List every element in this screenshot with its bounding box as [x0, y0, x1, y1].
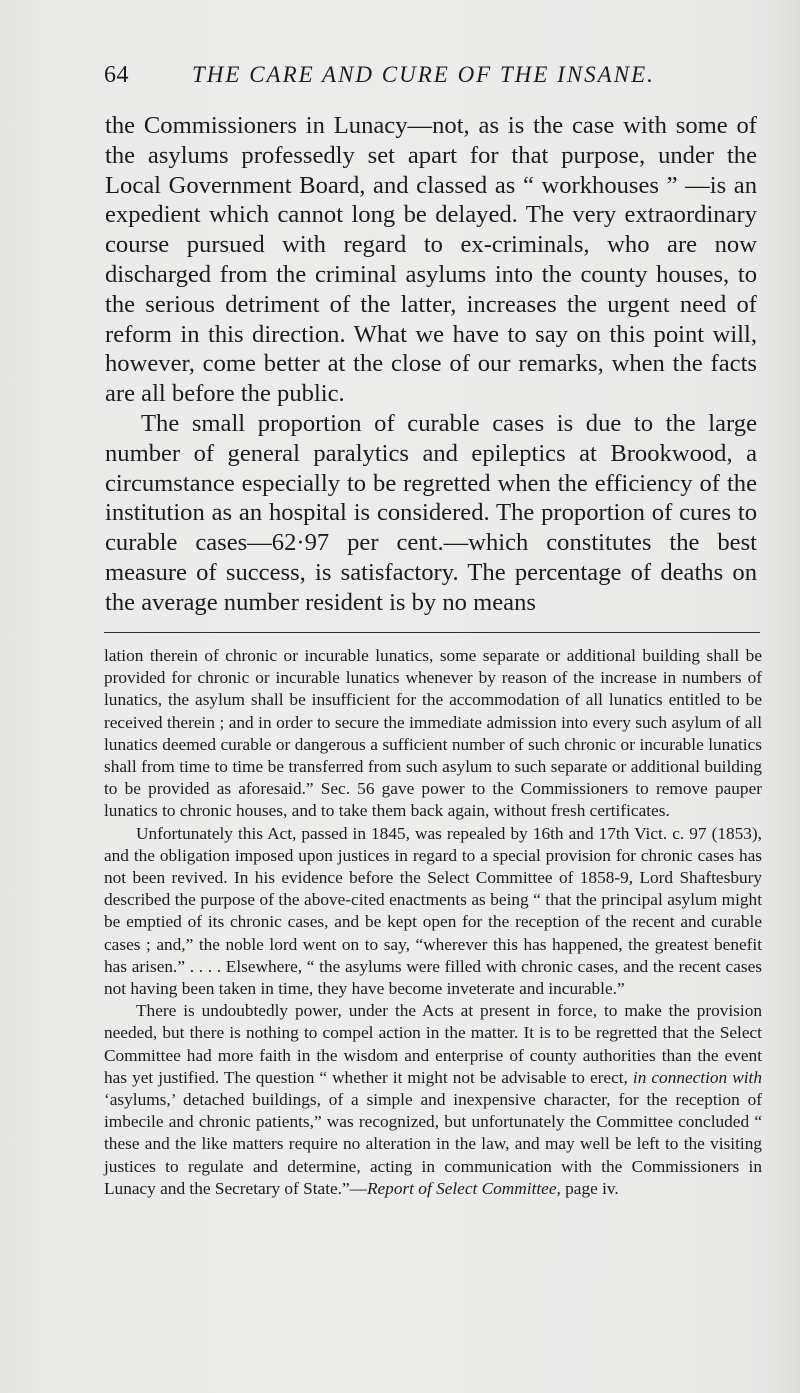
footnote-italic-phrase: in connection with — [632, 1067, 762, 1087]
footnote-paragraph-3-middle: ‘asylums,’ detached buildings, of a simple and inexpensive character, for the reception of imbecile and chronic patients,” was recognized, but unfortunately the Committee concluded “ these and the like matters require no alteration in the law, and may well be left to the visiting justices to regulate and determine, acting in communication with the Commissioners in Lunacy and the Secretary of State.”— — [104, 1090, 762, 1198]
body-paragraph-2: The small proportion of curable cases is due to the large number of general paralytics and epileptics at Brookwood, a circumstance especially to be regretted when the efficiency of the institution as an hospital is considered. The proportion of cures to curable cases—62·97 per cent.—which constitutes the best measure of success, is satisfactory. The percentage of deaths on the average number resident is by no means — [105, 409, 757, 616]
page-number: 64 — [104, 62, 129, 88]
footnote-paragraph-3 — [104, 1000, 762, 1200]
running-title: THE CARE AND CURE OF THE INSANE. — [192, 62, 655, 87]
footnote-paragraph-2: Unfortunately this Act, passed in 1845, was repealed by 16th and 17th Vict. c. 97 (1853), and the obligation imposed upon justices in regard to a special provision for chronic cases has not been revived. In his evidence before the Select Committee of 1858-9, Lord Shaftesbury described the purpose of the above-cited enactments as being “ that the principal asylum might be emptied of its chronic cases, and be kept open for the reception of the recent and curable cases ; and,” the noble lord went on to say, “wherever this has happened, the greatest benefit has arisen.” . . . . Elsewhere, “ the asylums were filled with chronic cases, and the recent cases not having been taken in time, they have become inveterate and incurable.” — [104, 823, 762, 999]
body-paragraph-1: the Commissioners in Lunacy—not, as is the case with some of the asylums professedly set apart for that purpose, under the Local Government Board, and classed as “ workhouses ” —is an expedient which cannot long be delayed. The very extraordinary course pursued with regard to ex-criminals, who are now discharged from the criminal asylums into the county houses, to the serious detriment of the latter, increases the urgent need of reform in this direction. What we have to say on this point will, however, come better at the close of our remarks, when the facts are all before the public. — [105, 112, 757, 408]
footnote-source-citation: Report of Select Committee, — [366, 1178, 561, 1198]
footnote-divider — [104, 632, 760, 633]
footnote-paragraph-1: lation therein of chronic or incurable lunatics, some separate or additional building shall be provided for chronic or incurable lunatics whenever by reason of the increase in numbers of lunatics, the asylum shall be insufficient for the accommodation of all lunatics entitled to be received therein ; and in order to secure the immediate admission into every such asylum of all lunatics deemed curable or dangerous a sufficient number of such chronic or incurable lunatics shall from time to time be transferred from such asylum to such separate or additional building to be provided as aforesaid.” Sec. 56 gave power to the Commissioners to remove pauper lunatics to chronic houses, and to take them back again, without fresh certificates. — [104, 646, 762, 821]
main-text — [105, 111, 757, 618]
footnote-paragraph-3-end: page iv. — [560, 1178, 619, 1198]
footnote — [104, 645, 762, 1200]
footnote-paragraph-3-start: There is undoubtedly power, under the Acts at present in force, to make the provision needed, but there is nothing to compel action in the matter. It is to be regretted that the Select Committee had more faith in the wisdom and enterprise of county authorities than the event has yet justified. The question “ whether it might not be advisable to erect, — [104, 1001, 762, 1087]
page-header — [104, 62, 760, 96]
